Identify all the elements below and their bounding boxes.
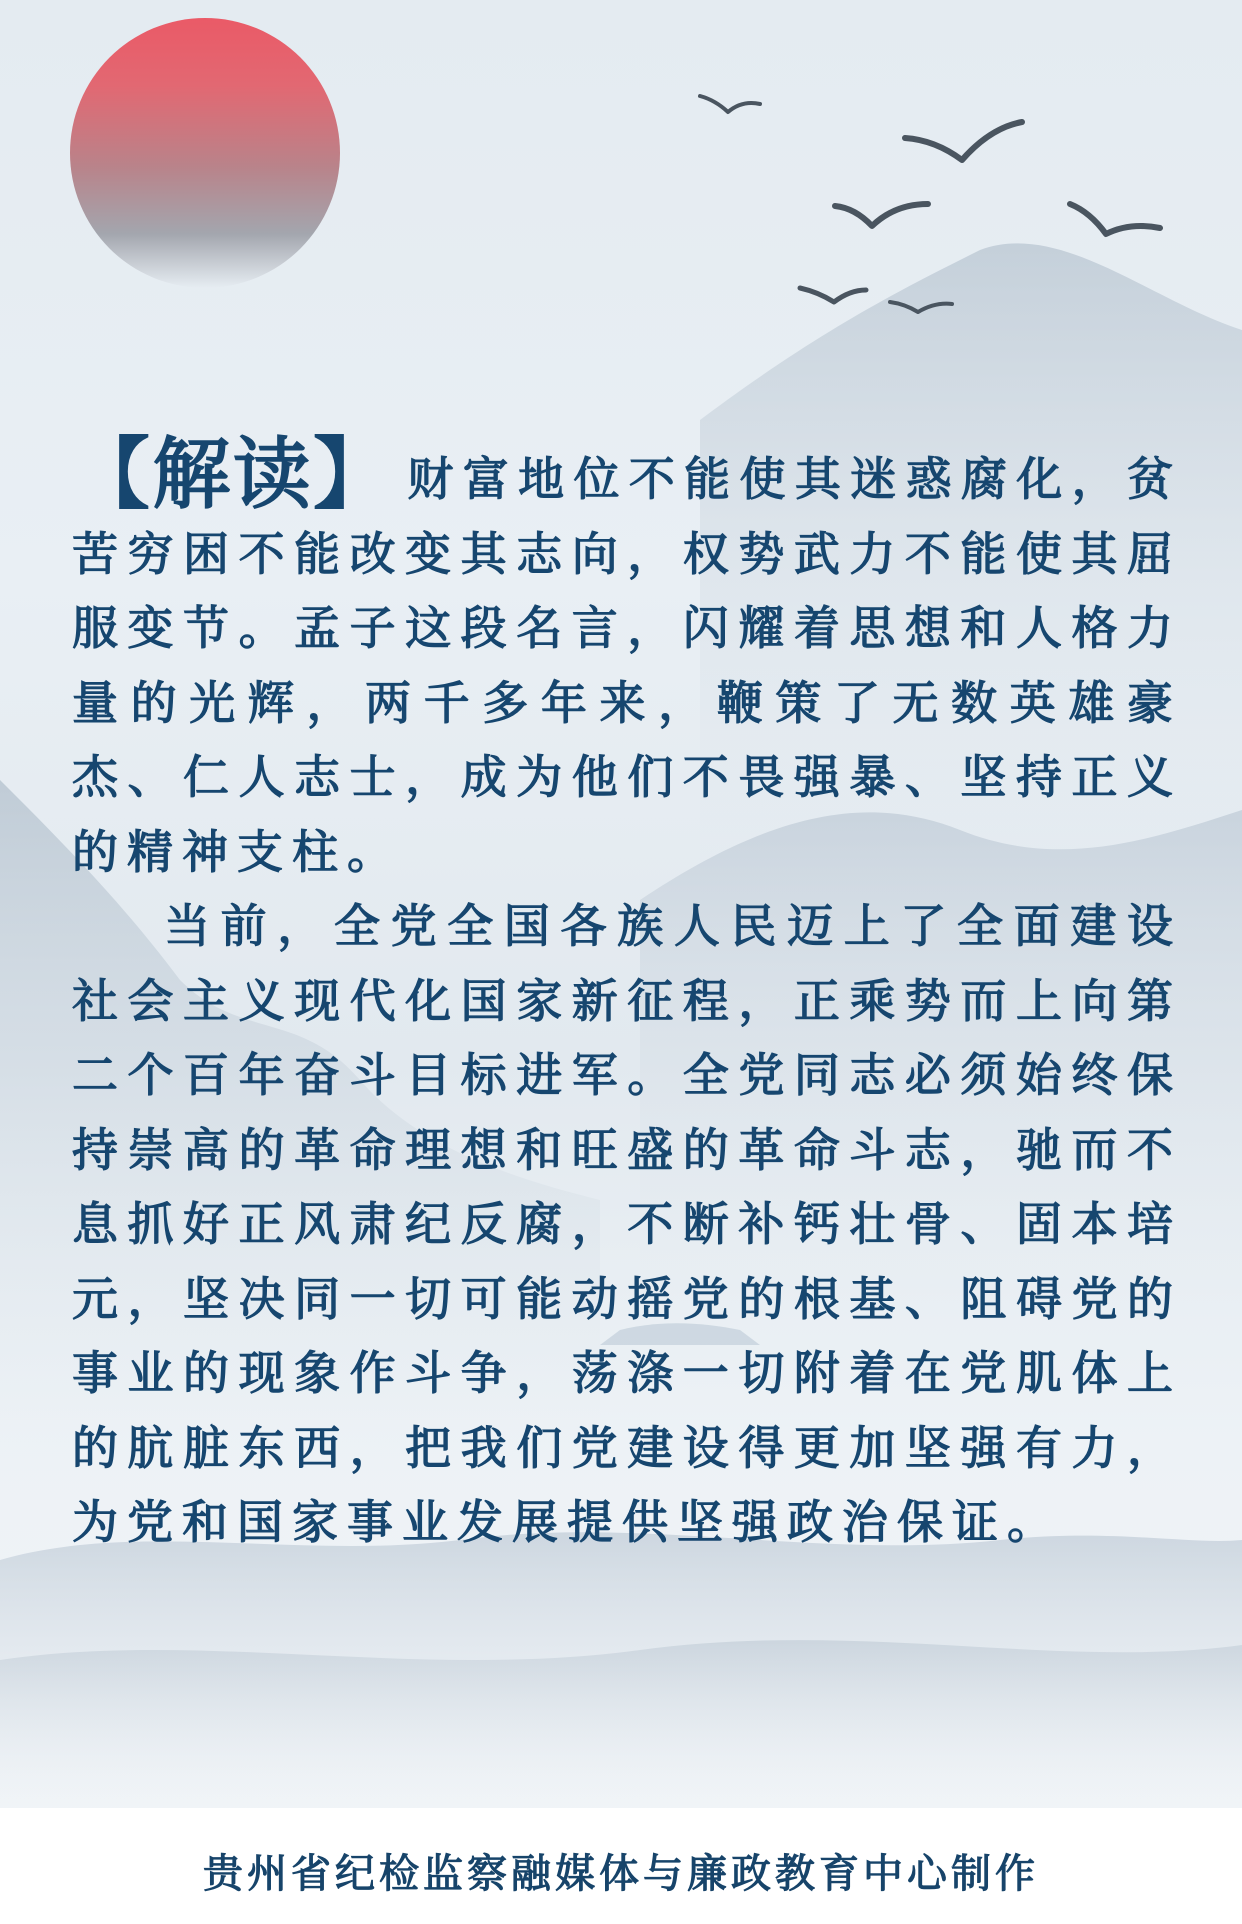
paragraph-1-text: 财富地位不能使其迷惑腐化，贫苦穷困不能改变其志向，权势武力不能使其屈服变节。孟子这段名言，闪耀着思想和人格力量的光辉，两千多年来，鞭策了无数英雄豪杰、仁人志士，成为他们不畏强暴、坚持正义的精神支柱。 (72, 452, 1182, 879)
bird-icon (700, 96, 760, 112)
paragraph-2: 当前，全党全国各族人民迈上了全面建设社会主义现代化国家新征程，正乘势而上向第二个百年奋斗目标进军。全党同志必须始终保持崇高的革命理想和旺盛的革命斗志，驰而不息抓好正风肃纪反腐，不断补钙壮骨、固本培元，坚决同一切可能动摇党的根基、阻碍党的事业的现象作斗争，荡涤一切附着在党肌体上的肮脏东西，把我们党建设得更加坚强有力，为党和国家事业发展提供坚强政治保证。 (72, 899, 1182, 1549)
bird-icon (905, 122, 1022, 160)
bird-icon (800, 288, 866, 302)
interpretation-heading: 【解读】 (72, 429, 394, 520)
producer-credit: 贵州省纪检监察融媒体与廉政教育中心制作 (203, 1850, 1039, 1897)
bird-icon (835, 204, 928, 226)
paragraph-1 (72, 429, 1182, 889)
birds-flock (0, 0, 1242, 360)
footer-bar (0, 1808, 1242, 1924)
bird-icon (890, 302, 952, 312)
commentary-text (72, 429, 1182, 1560)
bird-icon (1070, 204, 1160, 234)
